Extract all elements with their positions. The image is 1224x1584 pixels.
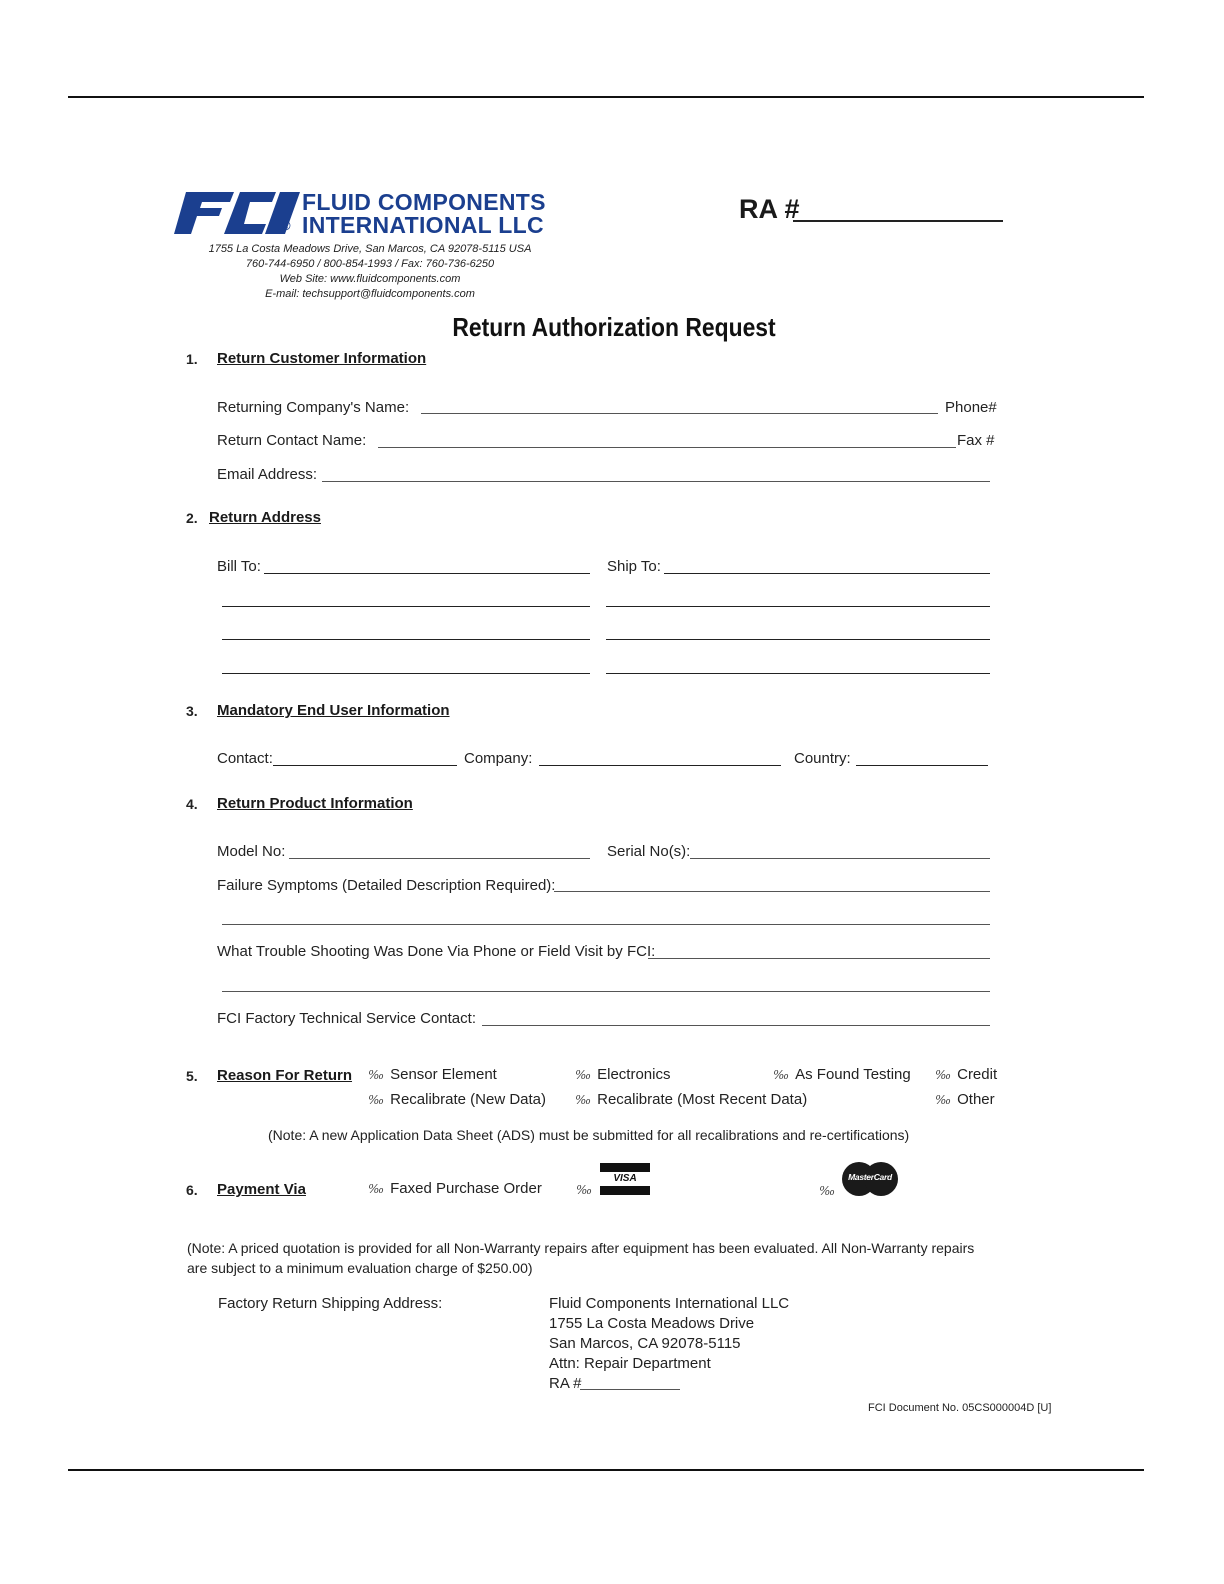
end-user-company-field[interactable] (539, 765, 781, 766)
mastercard-icon (842, 1162, 900, 1198)
service-contact-field[interactable] (482, 1025, 990, 1026)
end-user-company-label: Company: (464, 750, 533, 767)
company-name-line2: INTERNATIONAL LLC (302, 212, 544, 238)
section-5-title: Reason For Return (217, 1067, 353, 1084)
ra-number-label: RA # (739, 194, 800, 224)
troubleshooting-label: What Trouble Shooting Was Done Via Phone or Field Visit by FCI: (217, 943, 656, 960)
checkbox-icon[interactable]: ‰ (575, 1093, 592, 1107)
troubleshooting-field[interactable] (648, 958, 990, 959)
shipping-line-company: Fluid Components International LLC (549, 1295, 790, 1312)
company-name-field[interactable] (421, 413, 938, 414)
checkbox-icon[interactable]: ‰ (368, 1068, 385, 1082)
bill-to-label: Bill To: (217, 558, 261, 575)
serial-number-field[interactable] (690, 858, 990, 859)
checkbox-icon[interactable]: ‰ (935, 1068, 952, 1082)
fci-logo (172, 190, 572, 238)
model-number-field[interactable] (289, 858, 590, 859)
company-name-label: Returning Company's Name: (217, 399, 410, 416)
bill-to-line-2[interactable] (222, 606, 590, 607)
ship-to-line-2[interactable] (606, 606, 990, 607)
email-label: Email Address: (217, 466, 318, 483)
page-title: Return Authorization Request (452, 312, 776, 342)
section-2-title: Return Address (209, 509, 321, 526)
ship-to-line-3[interactable] (606, 639, 990, 640)
troubleshooting-field-2[interactable] (222, 991, 990, 992)
reason-recalibrate-new[interactable]: ‰ Recalibrate (New Data) (368, 1091, 546, 1108)
checkbox-icon[interactable]: ‰ (576, 1183, 593, 1197)
mastercard-label: MasterCard (848, 1172, 892, 1182)
checkbox-icon[interactable]: ‰ (368, 1182, 385, 1196)
company-address: 1755 La Costa Meadows Drive, San Marcos, CA 92078-5115 USA (208, 243, 532, 255)
section-3-number: 3. (186, 703, 198, 719)
bill-to-line-1[interactable] (264, 573, 590, 574)
ship-to-line-4[interactable] (606, 673, 990, 674)
payment-visa-option[interactable] (576, 1181, 598, 1198)
contact-name-field[interactable] (378, 447, 956, 448)
company-email: E-mail: techsupport@fluidcomponents.com (265, 288, 475, 300)
section-4-number: 4. (186, 796, 198, 812)
email-field[interactable] (322, 481, 990, 482)
company-name-line1: FLUID COMPONENTS (302, 189, 546, 215)
failure-symptoms-field-2[interactable] (222, 924, 990, 925)
checkbox-icon[interactable]: ‰ (773, 1068, 790, 1082)
service-contact-label: FCI Factory Technical Service Contact: (217, 1010, 476, 1027)
shipping-address-label: Factory Return Shipping Address: (218, 1295, 443, 1312)
reason-electronics[interactable]: ‰ Electronics (575, 1066, 671, 1083)
section-1-number: 1. (186, 351, 198, 367)
checkbox-icon[interactable]: ‰ (935, 1093, 952, 1107)
bottom-rule (68, 1469, 1144, 1471)
end-user-country-field[interactable] (856, 765, 988, 766)
ship-to-label: Ship To: (607, 558, 661, 575)
reason-sensor-element[interactable]: ‰ Sensor Element (368, 1066, 497, 1083)
serial-number-label: Serial No(s): (607, 843, 691, 860)
section-3-title: Mandatory End User Information (217, 702, 450, 719)
phone-label: Phone# (945, 399, 997, 416)
pricing-note-line1: (Note: A priced quotation is provided for all Non-Warranty repairs after equipment has been evaluated. All Non-Warranty repairs (187, 1240, 975, 1256)
ra-number-field[interactable] (793, 220, 1003, 222)
visa-label: VISA (613, 1173, 637, 1184)
reason-recalibrate-recent[interactable]: ‰ Recalibrate (Most Recent Data) (575, 1091, 808, 1108)
company-website: Web Site: www.fluidcomponents.com (279, 273, 461, 285)
checkbox-icon[interactable]: ‰ (819, 1184, 836, 1198)
section-5-number: 5. (186, 1068, 198, 1084)
registered-mark: ® (281, 218, 291, 233)
section-4-title: Return Product Information (217, 795, 413, 812)
bill-to-line-4[interactable] (222, 673, 590, 674)
document-number: FCI Document No. 05CS000004D [U] (868, 1402, 1052, 1414)
section-2-number: 2. (186, 510, 198, 526)
checkbox-icon[interactable]: ‰ (575, 1068, 592, 1082)
shipping-ra-field[interactable] (580, 1389, 680, 1390)
company-phones: 760-744-6950 / 800-854-1993 / Fax: 760-736-6250 (245, 258, 495, 270)
bill-to-line-3[interactable] (222, 639, 590, 640)
fax-label: Fax # (957, 432, 995, 449)
failure-symptoms-field[interactable] (554, 891, 990, 892)
section-6-number: 6. (186, 1182, 198, 1198)
visa-card-icon (600, 1163, 650, 1195)
model-number-label: Model No: (217, 843, 286, 860)
top-rule (68, 96, 1144, 98)
end-user-contact-field[interactable] (273, 765, 457, 766)
ship-to-line-1[interactable] (664, 573, 990, 574)
section-1-title: Return Customer Information (217, 350, 427, 367)
shipping-line-city: San Marcos, CA 92078-5115 (549, 1335, 741, 1352)
failure-symptoms-label: Failure Symptoms (Detailed Description Required): (217, 877, 556, 894)
payment-faxed-po[interactable]: ‰ Faxed Purchase Order (368, 1180, 542, 1197)
contact-name-label: Return Contact Name: (217, 432, 367, 449)
payment-mastercard-option[interactable] (819, 1182, 841, 1199)
shipping-ra-label: RA # (549, 1375, 582, 1392)
section-6-title: Payment Via (217, 1181, 306, 1198)
reason-as-found-testing[interactable]: ‰ As Found Testing (773, 1066, 911, 1083)
reason-other[interactable]: ‰ Other (935, 1091, 995, 1108)
pricing-note-line2: are subject to a minimum evaluation charge of $250.00) (187, 1260, 533, 1276)
shipping-line-attn: Attn: Repair Department (549, 1355, 711, 1372)
shipping-line-street: 1755 La Costa Meadows Drive (549, 1315, 755, 1332)
reason-credit[interactable]: ‰ Credit (935, 1066, 998, 1083)
end-user-country-label: Country: (794, 750, 851, 767)
recalibration-note: (Note: A new Application Data Sheet (ADS) must be submitted for all recalibrations and re-certifications) (268, 1127, 910, 1143)
end-user-contact-label: Contact: (217, 750, 273, 767)
checkbox-icon[interactable]: ‰ (368, 1093, 385, 1107)
